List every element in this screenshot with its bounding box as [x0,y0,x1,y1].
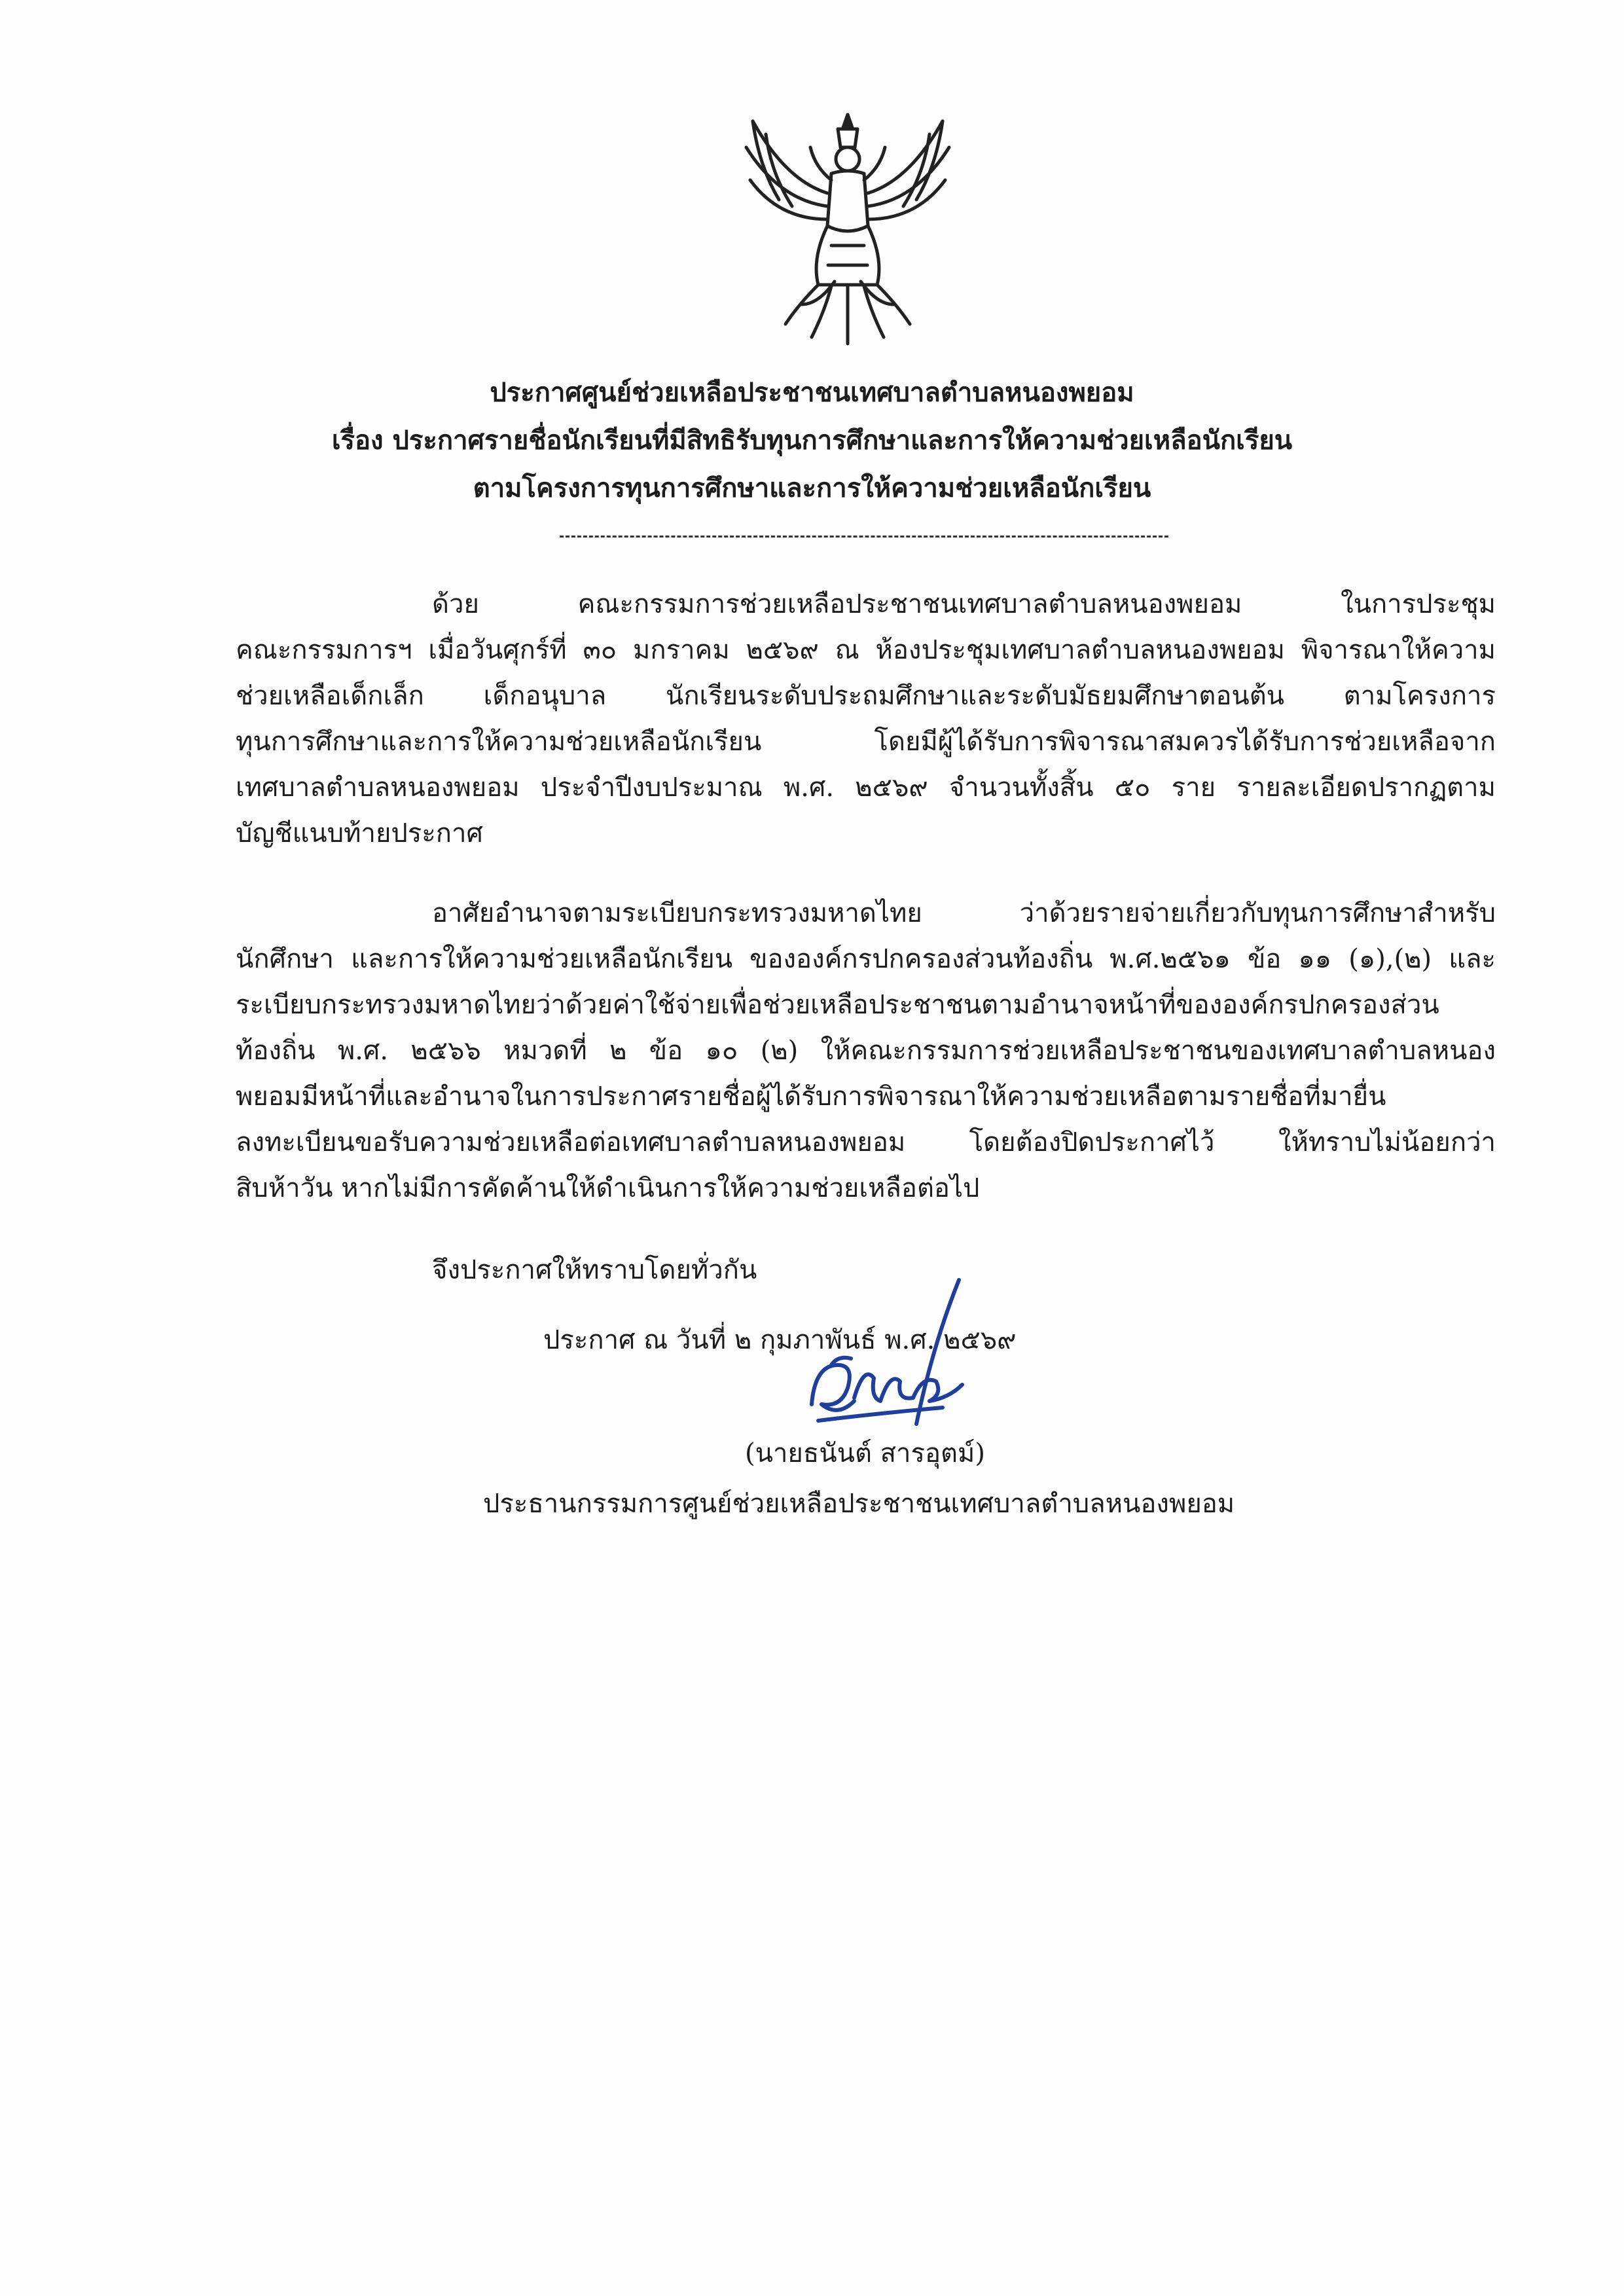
paragraph1-line: ช่วยเหลือเด็กเล็ก เด็กอนุบาล นักเรียนระดับประถมศึกษาและระดับมัธยมศึกษาตอนต้น ตามโครงการ [236,681,1496,711]
announcement-subject: เรื่อง ประกาศรายชื่อนักเรียนที่มีสิทธิรับทุนการศึกษาและการให้ความช่วยเหลือนักเรียน [331,425,1293,456]
garuda-emblem-icon [740,108,956,350]
paragraph1-line: คณะกรรมการฯ เมื่อวันศุกร์ที่ ๓๐ มกราคม ๒๕๖๙ ณ ห้องประชุมเทศบาลตำบลหนองพยอม พิจารณาให้ความ [236,635,1496,665]
signatory-position: ประธานกรรมการศูนย์ช่วยเหลือประชาชนเทศบาลตำบลหนองพยอม [483,1489,1235,1519]
closing-text: จึงประกาศให้ทราบโดยทั่วกัน [432,1255,757,1285]
paragraph1-line: เทศบาลตำบลหนองพยอม ประจำปีงบประมาณ พ.ศ. ๒๕๖๙ จำนวนทั้งสิ้น ๕๐ ราย รายละเอียดปรากฏตาม [236,773,1496,803]
paragraph1-line: ทุนการศึกษาและการให้ความช่วยเหลือนักเรียน โดยมีผู้ได้รับการพิจารณาสมควรได้รับการช่วยเหลือจาก [236,727,1496,757]
paragraph1-line: บัญชีแนบท้ายประกาศ [236,818,483,848]
paragraph2-line: พยอมมีหน้าที่และอำนาจในการประกาศรายชื่อผู้ได้รับการพิจารณาให้ความช่วยเหลือตามรายชื่อที่มายื่น [236,1082,1386,1112]
date-line: ประกาศ ณ วันที่ ๒ กุมภาพันธ์ พ.ศ. ๒๕๖๙ [543,1325,1017,1355]
paragraph2-line: สิบห้าวัน หากไม่มีการคัดค้านให้ดำเนินการให้ความช่วยเหลือต่อไป [236,1173,980,1203]
signatory-name: (นายธนันต์ สารอุตม์) [745,1438,985,1468]
paragraph2-line: ลงทะเบียนขอรับความช่วยเหลือต่อเทศบาลตำบลหนองพยอม โดยต้องปิดประกาศไว้ ให้ทราบไม่น้อยกว่า [236,1127,1496,1157]
paragraph2-line: อาศัยอำนาจตามระเบียบกระทรวงมหาดไทย ว่าด้วยรายจ่ายเกี่ยวกับทุนการศึกษาสำหรับ [432,898,1496,928]
paragraph2-line: ท้องถิ่น พ.ศ. ๒๕๖๖ หมวดที่ ๒ ข้อ ๑๐ (๒) ให้คณะกรรมการช่วยเหลือประชาชนของเทศบาลตำบลหนอง [236,1036,1496,1066]
header-divider [560,536,1168,538]
handwritten-signature [792,1267,1001,1457]
announcement-project: ตามโครงการทุนการศึกษาและการให้ความช่วยเหลือนักเรียน [473,473,1151,503]
paragraph1-line: ด้วย คณะกรรมการช่วยเหลือประชาชนเทศบาลตำบลหนองพยอม ในการประชุม [432,589,1496,619]
announcement-title: ประกาศศูนย์ช่วยเหลือประชาชนเทศบาลตำบลหนองพยอม [490,377,1134,408]
paragraph2-line: ระเบียบกระทรวงมหาดไทยว่าด้วยค่าใช้จ่ายเพื่อช่วยเหลือประชาชนตามอำนาจหน้าที่ขององค์กรปกครองส่วน [236,990,1439,1020]
paragraph2-line: นักศึกษา และการให้ความช่วยเหลือนักเรียน ขององค์กรปกครองส่วนท้องถิ่น พ.ศ.๒๕๖๑ ข้อ ๑๑ (๑),(๒) และ [236,944,1496,974]
